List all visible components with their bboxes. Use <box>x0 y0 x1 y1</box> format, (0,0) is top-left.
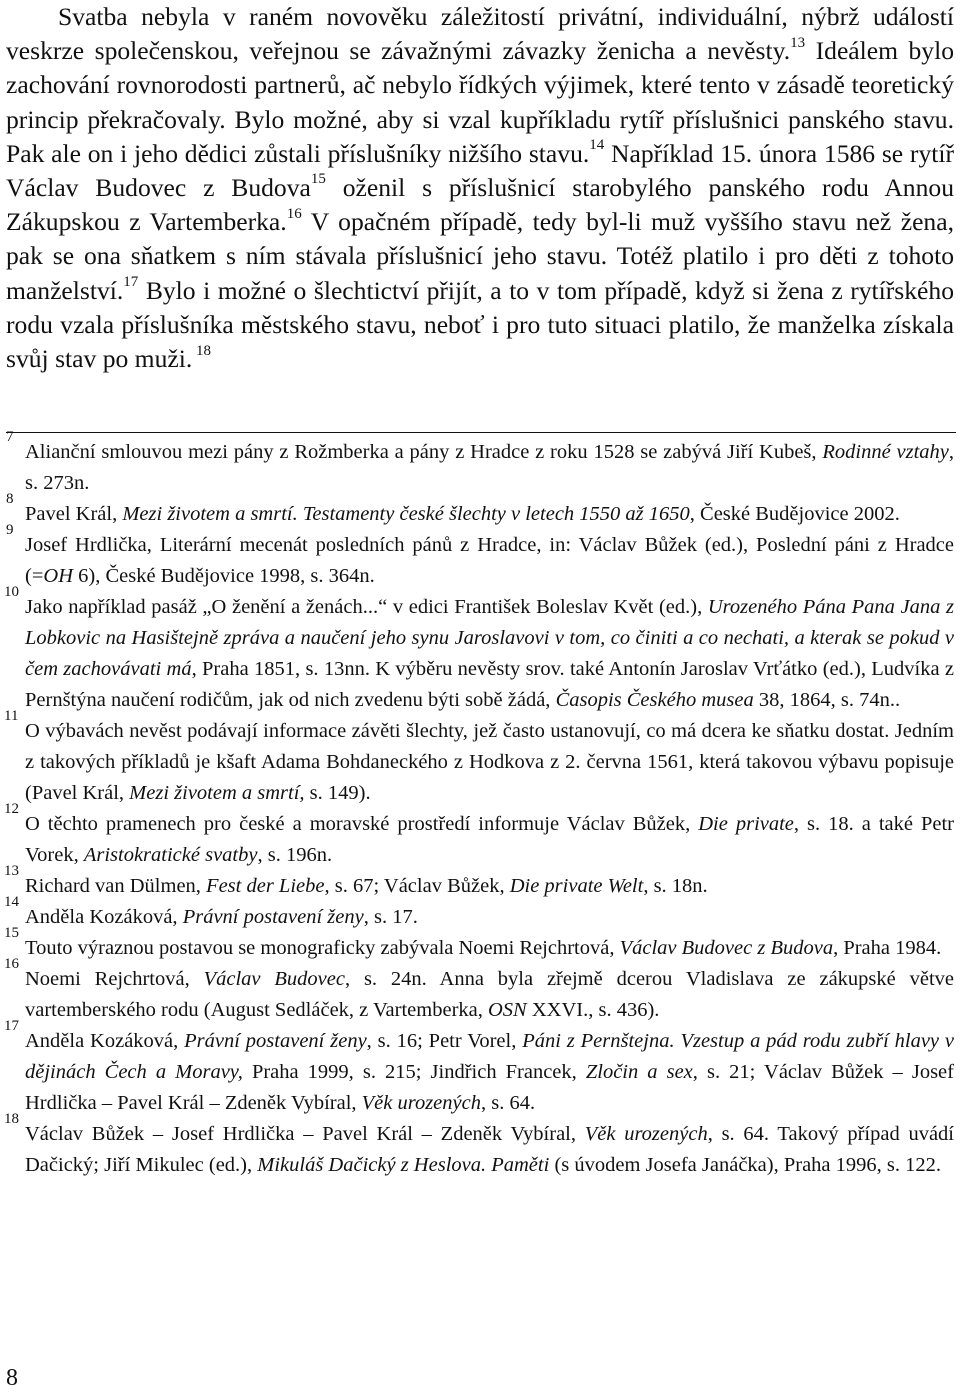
footnote-title: Urozeného Pána Pana Jana z Lobkovic na Hasištejně zpráva a naučení jeho synu Jaroslavovi v tom, co činiti a co nechati, a kterak se pokud v čem zachovávati má <box>25 596 954 680</box>
footnote-title: Mezi životem a smrtí, <box>129 782 305 804</box>
footnote-number: 9 <box>6 522 14 538</box>
footnote-run: (s úvodem Josefa Janáčka), Praha 1996, s. 122. <box>549 1154 941 1176</box>
footnote-title: Václav Budovec z Budova <box>619 937 834 959</box>
footnote-number: 12 <box>4 801 19 817</box>
footnote-18 <box>4 1111 955 1181</box>
footnote-text <box>25 499 954 530</box>
footnote-title: Fest der Liebe <box>206 875 325 897</box>
footnote-run: Václav Bůžek – Josef Hrdlička – Pavel Král – Zdeněk Vybíral, <box>25 1123 585 1145</box>
footnote-run: , s. 16; Petr Vorel, <box>366 1030 523 1052</box>
footnote-run: , České Budějovice 2002. <box>689 503 900 525</box>
footnote-number: 7 <box>6 429 14 445</box>
footnote-ref-18[interactable]: 18 <box>192 342 212 359</box>
footnote-title: Die private <box>698 813 794 835</box>
footnote-9 <box>6 522 954 592</box>
body-text-run: oženil s příslušnicí starobylého panského rodu Annou Zákupskou z Vartemberka. <box>6 173 954 237</box>
footnote-text <box>25 1119 954 1181</box>
footnote-run: Anděla Kozáková, <box>25 1030 185 1052</box>
footnote-text <box>25 871 954 902</box>
body-text-run: Bylo i možné o šlechtictví přijít, a to v tom případě, když si žena z rytířského rodu vzala příslušníka městského stavu, neboť i pro tuto situaci platilo, že manželka získala svůj stav po muži. <box>6 275 954 374</box>
footnote-ref-14[interactable]: 14 <box>589 137 605 154</box>
body-text-run: Ideálem bylo zachování rovnorodosti partnerů, ač nebylo řídkých výjimek, které tento v zásadě teoretický princip překračovaly. Bylo možné, aby si vzal kupříkladu rytíř příslušnici panského stavu. Pak ale on i jeho dědici zůstali příslušníky nižšího stavu. <box>6 36 955 168</box>
footnote-text <box>25 809 954 871</box>
footnote-text <box>25 716 954 809</box>
footnote-text <box>25 592 954 716</box>
footnote-title: Časopis Českého musea <box>555 689 754 711</box>
footnote-title: Mikuláš Dačický z Heslova. Paměti <box>257 1154 550 1176</box>
body-text-run: Svatba nebyla v raném novověku záležitostí privátní, individuální, nýbrž událostí veskrze společenskou, veřejnou se závažnými závazky ženicha a nevěsty. <box>6 2 954 66</box>
footnote-text <box>25 530 954 592</box>
page-number: 8 <box>6 1365 18 1391</box>
footnote-title: Aristokratické svatby <box>83 844 258 866</box>
footnote-number: 8 <box>6 491 14 507</box>
footnote-number: 17 <box>4 1018 19 1034</box>
footnote-title: Zločin a sex <box>585 1061 693 1083</box>
footnote-7 <box>6 429 954 499</box>
footnote-run: XXVI., s. 436). <box>526 999 660 1021</box>
footnote-run: , Praha 1851, s. 13nn. K výběru nevěsty srov. také Antonín Jaroslav Vrťátko (ed.), Ludvíka z Pernštýna naučení rodičům, jak od nich zvedenu býti sobě žádá, <box>25 658 954 711</box>
footnote-run: 38, 1864, s. 74n.. <box>753 689 901 711</box>
footnote-ref-15[interactable]: 15 <box>310 171 326 188</box>
footnote-text <box>25 964 954 1026</box>
footnotes-section <box>4 429 955 1181</box>
footnote-run: Jako například pasáž „O ženění a ženách...“ v edici František Boleslav Květ (ed.), <box>25 596 708 618</box>
footnote-run: , s. 17. <box>363 906 418 928</box>
footnote-title: Páni z Pernštejna. Vzestup a pád rodu zubří hlavy v dějinách Čech a Moravy, <box>25 1030 954 1083</box>
footnote-ref-16[interactable]: 16 <box>286 205 302 222</box>
footnote-run: , s. 21; Václav Bůžek – Josef Hrdlička – Pavel Král – Zdeněk Vybíral, <box>25 1061 954 1114</box>
footnote-run: Alianční smlouvou mezi pány z Rožmberka a pány z Hradce z roku 1528 se zabývá Jiří Kubeš, <box>25 441 823 463</box>
footnote-run: , s. 196n. <box>257 844 333 866</box>
footnote-run: , s. 64. Takový případ uvádí Dačický; Jiří Mikulec (ed.), <box>25 1123 955 1176</box>
footnote-run: , s. 18. a také Petr Vorek, <box>25 813 954 866</box>
footnote-run: Noemi Rejchrtová, <box>25 968 204 990</box>
footnote-run: Pavel Král, <box>25 503 123 525</box>
footnote-number: 11 <box>4 708 19 724</box>
footnote-text <box>25 1026 954 1119</box>
footnote-title: Věk urozených <box>584 1123 708 1145</box>
footnote-title: Právní postavení ženy <box>184 1030 367 1052</box>
footnote-ref-17[interactable]: 17 <box>123 274 139 291</box>
footnote-ref-13[interactable]: 13 <box>790 34 806 51</box>
footnote-run: Anděla Kozáková, <box>25 906 183 928</box>
footnote-text <box>25 902 954 933</box>
body-text-run: V opačném případě, tedy byl-li muž vyššího stavu než žena, pak se ona sňatkem s ním stávala příslušnicí jeho stavu. Totéž platilo i pro děti z tohoto manželství. <box>6 207 954 305</box>
footnote-run: O výbavách nevěst podávají informace závěti šlechty, jež často ustanovují, co má dcera ke sňatku dostat. Jedním z takových příkladů je kšaft Adama Bohdaneckého z Hodkova z 2. června 1561, která takovou výbavu popisuje (Pavel Král, <box>25 720 954 804</box>
footnote-title: Die private Welt <box>509 875 644 897</box>
footnote-number: 16 <box>4 956 19 972</box>
footnote-title: Právní postavení ženy <box>182 906 364 928</box>
footnote-run: Praha 1999, s. 215; Jindřich Francek, <box>242 1061 586 1083</box>
footnote-number: 14 <box>4 894 19 910</box>
footnote-run: O těchto pramenech pro české a moravské prostředí informuje Václav Bůžek, <box>25 813 699 835</box>
footnote-title: Václav Budovec <box>203 968 345 990</box>
footnote-run: 6), České Budějovice 1998, s. 364n. <box>73 565 375 587</box>
footnote-title: Rodinné vztahy <box>822 441 949 463</box>
footnote-text <box>25 437 954 499</box>
footnote-separator <box>6 432 956 433</box>
footnote-run: , s. 67; Václav Bůžek, <box>324 875 510 897</box>
footnote-title: Mezi životem a smrtí. Testamenty české šlechty v letech 1550 až 1650 <box>122 503 690 525</box>
footnote-title: OH <box>43 565 73 587</box>
footnote-run: Touto výraznou postavou se monograficky zabývala Noemi Rejchrtová, <box>25 937 620 959</box>
footnote-run: s. 149). <box>304 782 371 804</box>
body-paragraph <box>6 0 954 376</box>
footnote-text <box>25 933 954 964</box>
footnote-number: 15 <box>4 925 19 941</box>
footnote-run: , s. 64. <box>480 1092 536 1114</box>
footnote-run: , s. 24n. Anna byla zřejmě dcerou Vladislava ze zákupské větve vartemberského rodu (August Sedláček, z Vartemberka, <box>25 968 954 1021</box>
footnote-title: Věk urozených <box>361 1092 481 1114</box>
footnote-8 <box>6 491 954 530</box>
footnote-number: 13 <box>4 863 19 879</box>
footnote-number: 18 <box>4 1111 19 1127</box>
footnote-run: , Praha 1984. <box>833 937 942 959</box>
body-text-run: Například 15. února 1586 se rytíř Václav Budovec z Budova <box>6 138 954 203</box>
footnote-title: OSN <box>488 999 527 1021</box>
footnote-run: Josef Hrdlička, Literární mecenát posledních pánů z Hradce, in: Václav Bůžek (ed.), Poslední páni z Hradce (= <box>25 534 954 587</box>
footnote-run: Richard van Dülmen, <box>25 875 207 897</box>
footnote-number: 10 <box>4 584 19 600</box>
footnote-run: , s. 18n. <box>643 875 708 897</box>
footnote-run: , s. 273n. <box>25 441 954 494</box>
